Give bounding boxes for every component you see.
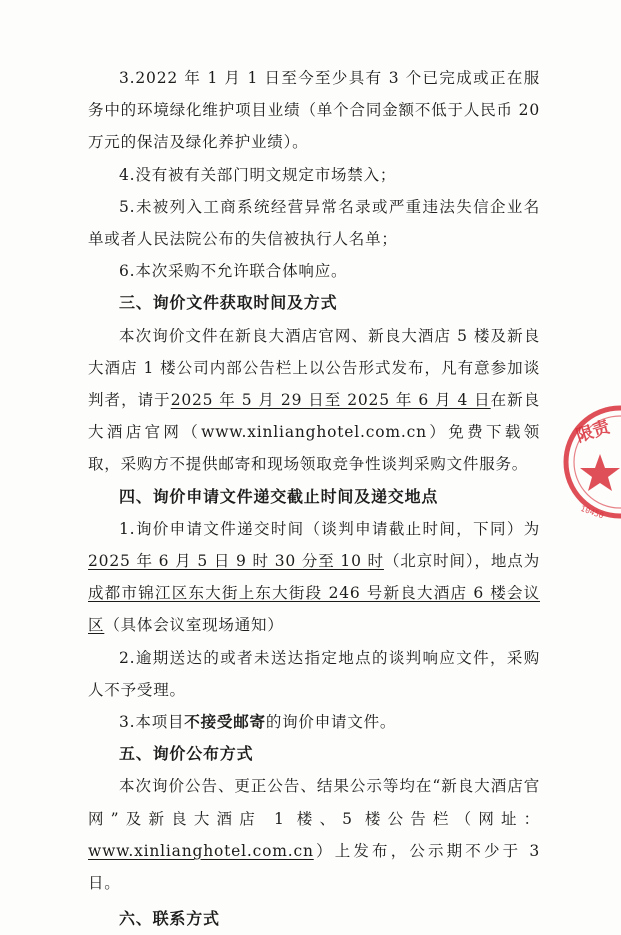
requirement-item-3: 3.2022 年 1 月 1 日至今至少具有 3 个已完成或正在服务中的环境绿化维护项目业绩（单个合同金额不低于人民币 20 万元的保洁及绿化养护业绩）。	[88, 69, 540, 152]
section-6-heading: 六、联系方式	[119, 909, 220, 929]
download-date-range: 2025 年 5 月 29 日至 2025 年 6 月 4 日	[170, 391, 491, 410]
submission-place: 成都市锦江区东大街上东大街段 246 号新良大酒店 6 楼会议区	[88, 584, 540, 635]
section-4-paragraph-2: 2.逾期送达的或者未送达指定地点的谈判响应文件，采购人不予受理。	[88, 648, 540, 699]
website-url: www.xinlianghotel.com.cn	[88, 841, 314, 860]
section-4-heading: 四、询价申请文件递交截止时间及递交地点	[119, 486, 439, 506]
no-mail-emphasis: 不接受邮寄	[184, 713, 266, 732]
company-seal-icon	[560, 402, 621, 522]
seal-digits: 10450	[579, 503, 605, 521]
section-4-paragraph-1: 1.询价申请文件递交时间（谈判申请截止时间，下同）为2025 年 6 月 5 日 9 时 30 分至 10 时（北京时间），地点为成都市锦江区东大街上东大街段 246 号新良大酒店 6 楼会议区（具体会议室现场通知）	[88, 519, 540, 635]
section-3-paragraph: 本次询价文件在新良大酒店官网、新良大酒店 5 楼及新良大酒店 1 楼公司内部公告栏上以公告形式发布，凡有意参加谈判者，请于2025 年 5 月 29 日至 2025 年 6 月 4 日在新良大酒店官网（www.xinlianghotel.com.cn）免费下载领取，采购方不提供邮寄和现场领取竞争性谈判采购文件服务。	[88, 326, 540, 474]
seal-text: 限责	[573, 417, 613, 447]
section-5-paragraph: 本次询价公告、更正公告、结果公示等均在“新良大酒店官网”及新良大酒店 1 楼、5 楼公告栏（网址：www.xinlianghotel.com.cn）上发布，公示期不少于 3 日。	[88, 777, 540, 893]
requirement-item-6: 6.本次采购不允许联合体响应。	[119, 262, 348, 281]
requirement-item-4: 4.没有被有关部门明文规定市场禁入；	[119, 165, 397, 184]
section-5-heading: 五、询价公布方式	[119, 744, 254, 764]
submission-time: 2025 年 6 月 5 日 9 时 30 分至 10 时	[88, 552, 384, 571]
section-4-paragraph-3: 3.本项目不接受邮寄的询价申请文件。	[119, 713, 397, 732]
requirement-item-5: 5.未被列入工商系统经营异常名录或严重违法失信企业名单或者人民法院公布的失信被执行人名单；	[88, 197, 540, 249]
document-body	[88, 62, 540, 935]
section-3-heading: 三、询价文件获取时间及方式	[119, 293, 338, 313]
